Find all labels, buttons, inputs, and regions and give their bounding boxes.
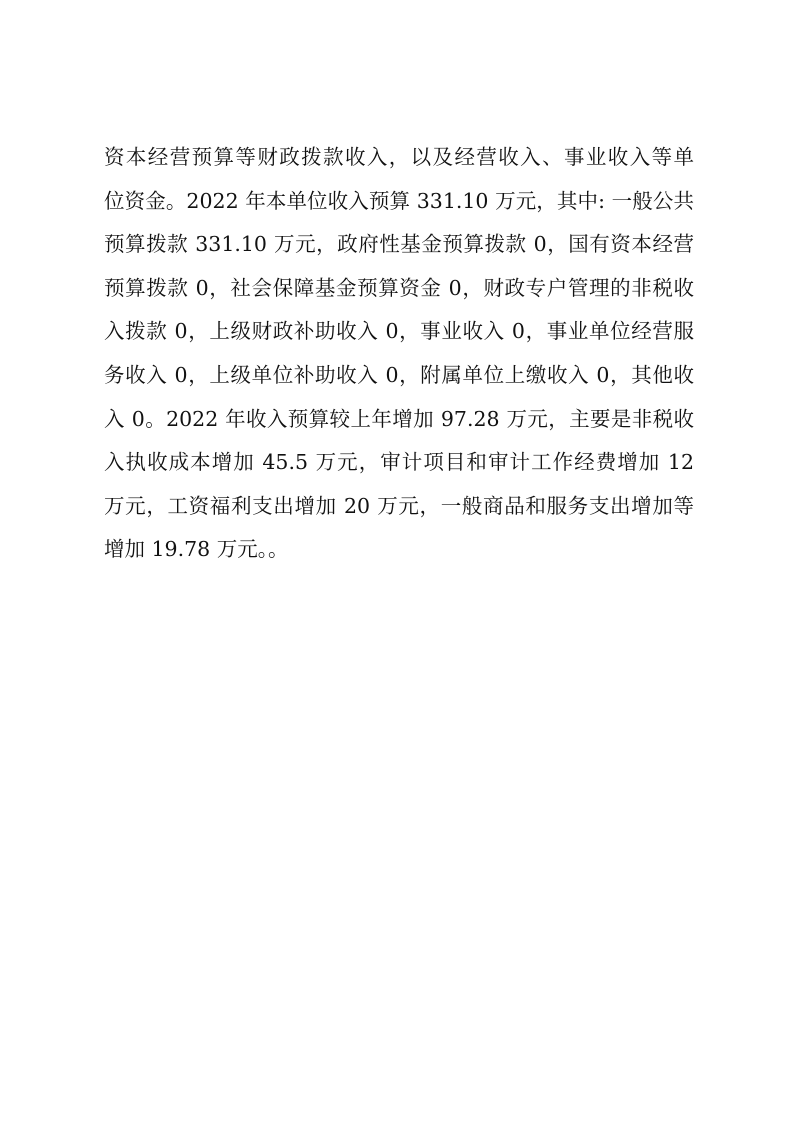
paragraph-line-10: 增加 19.78 万元。。 xyxy=(104,537,289,562)
paragraph-line-4: 预算拨款 0，社会保障基金预算资金 0，财政专户管理的非税收 xyxy=(104,275,694,300)
paragraph-line-3: 预算拨款 331.10 万元，政府性基金预算拨款 0，国有资本经营 xyxy=(104,232,694,257)
paragraph-line-1: 资本经营预算等财政拨款收入，以及经营收入、事业收入等单 xyxy=(104,145,694,169)
paragraph-line-2: 位资金。2022 年本单位收入预算 331.10 万元，其中: 一般公共 xyxy=(104,188,694,213)
paragraph-line-9: 万元，工资福利支出增加 20 万元，一般商品和服务支出增加等 xyxy=(104,493,694,518)
body-paragraph xyxy=(104,143,694,579)
paragraph-line-7: 入 0。2022 年收入预算较上年增加 97.28 万元，主要是非税收 xyxy=(104,406,694,431)
paragraph-line-5: 入拨款 0，上级财政补助收入 0，事业收入 0，事业单位经营服 xyxy=(104,319,694,344)
paragraph-line-6: 务收入 0，上级单位补助收入 0，附属单位上缴收入 0，其他收 xyxy=(104,362,694,387)
paragraph-line-8: 入执收成本增加 45.5 万元，审计项目和审计工作经费增加 12 xyxy=(104,450,694,475)
